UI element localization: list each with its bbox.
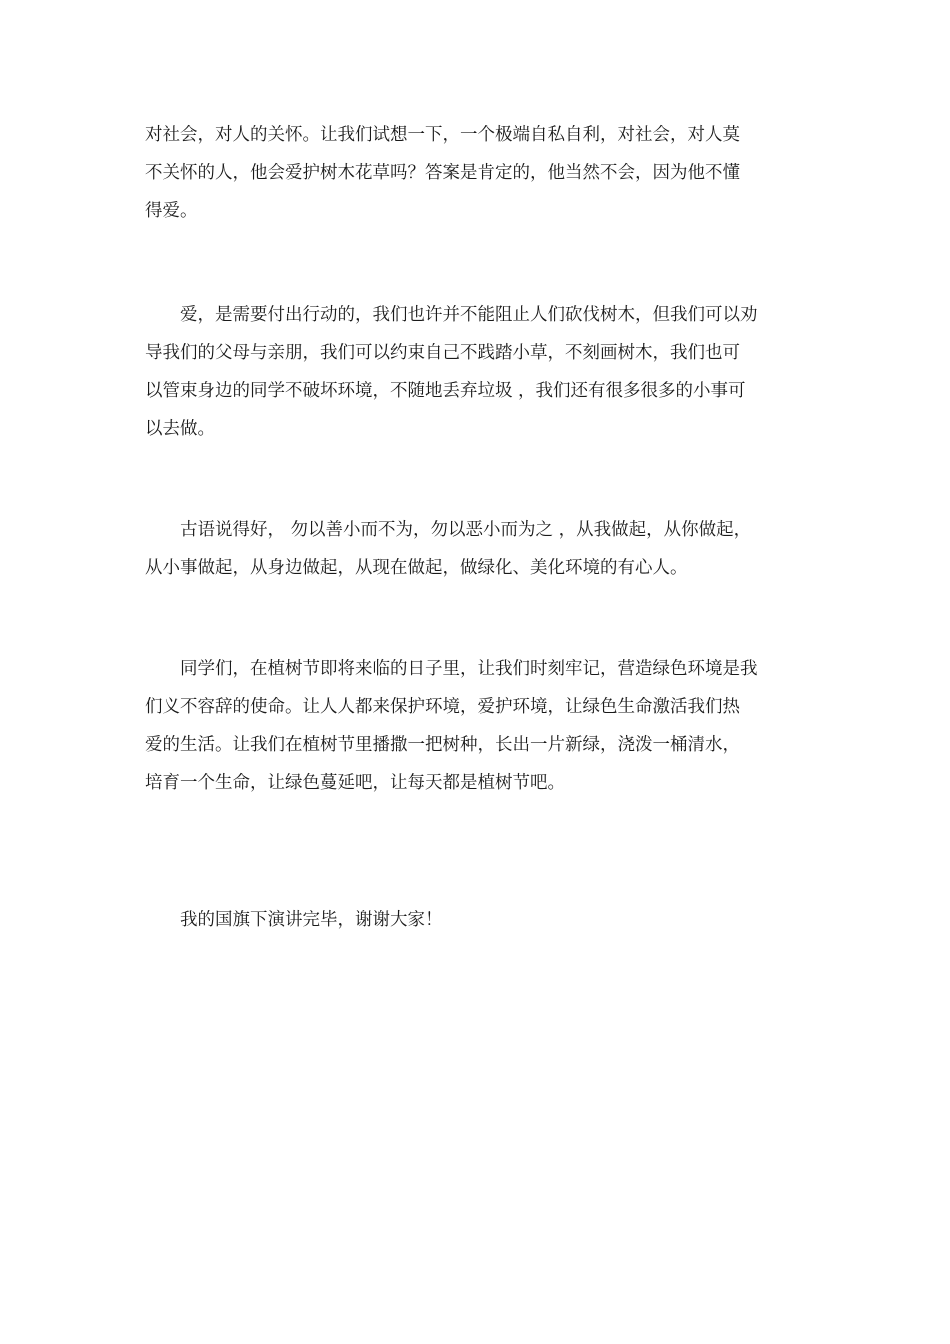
paragraph-care-for-society [145,116,810,230]
paragraph-love-needs-action [145,296,810,448]
text-line: 培育一个生命，让绿色蔓延吧，让每天都是植树节吧。 [145,773,565,793]
text-line: 对社会，对人的关怀。让我们试想一下，一个极端自私自利，对社会，对人莫 [145,125,740,145]
paragraph-ancient-saying [145,511,810,587]
text-line: 得爱。 [145,201,198,221]
text-line: 爱的生活。让我们在植树节里播撒一把树种，长出一片新绿，浇泼一桶清水， [145,735,740,755]
text-line: 古语说得好， 勿以善小而不为，勿以恶小而为之 ，从我做起，从你做起， [180,520,752,540]
text-line: 以管束身边的同学不破坏环境，不随地丢弃垃圾 ，我们还有很多很多的小事可 [145,381,746,401]
text-line: 不关怀的人，他会爱护树木花草吗？答案是肯定的，他当然不会，因为他不懂 [145,163,740,183]
text-line: 从小事做起，从身边做起，从现在做起，做绿化、美化环境的有心人。 [145,558,688,578]
text-line: 我的国旗下演讲完毕，谢谢大家！ [180,910,443,930]
paragraph-closing [145,901,810,939]
text-line: 导我们的父母与亲朋，我们可以约束自己不践踏小草，不刻画树木，我们也可 [145,343,740,363]
text-line: 爱，是需要付出行动的，我们也许并不能阻止人们砍伐树木，但我们可以劝 [180,305,758,325]
text-line: 同学们，在植树节即将来临的日子里，让我们时刻牢记，营造绿色环境是我 [180,659,758,679]
text-line: 以去做。 [145,419,215,439]
paragraph-arbor-day-call [145,650,810,802]
text-line: 们义不容辞的使命。让人人都来保护环境，爱护环境，让绿色生命激活我们热 [145,697,740,717]
